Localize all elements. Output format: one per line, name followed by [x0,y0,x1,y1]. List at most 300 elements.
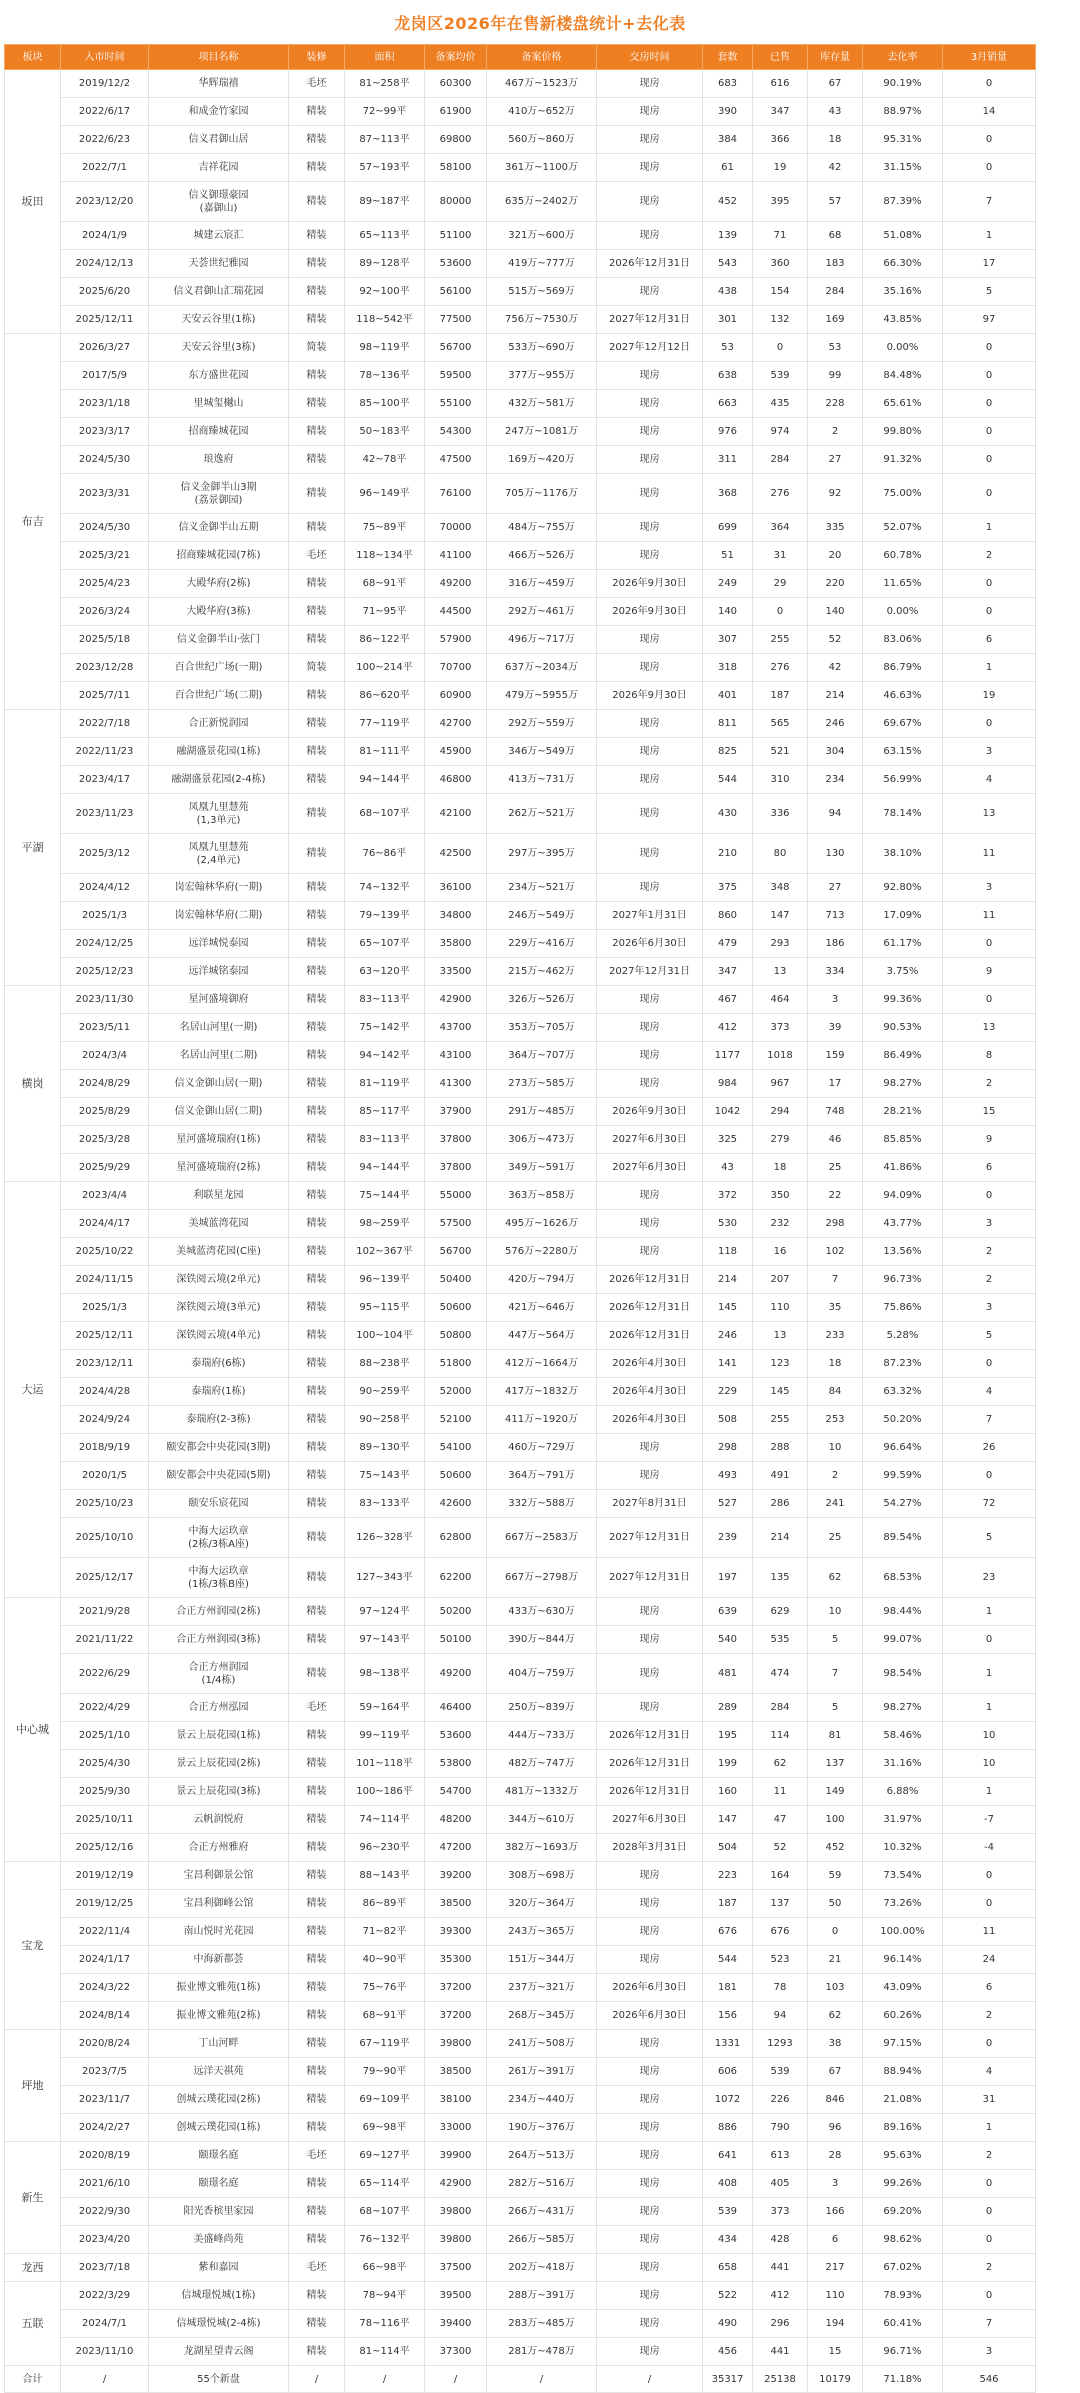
delivery-date-cell: 现房 [597,2114,703,2142]
area-cell: 59~164平 [345,1694,425,1722]
area-cell: 89~128平 [345,250,425,278]
price-range-cell: 326万~526万 [487,986,597,1014]
decoration-cell: 精装 [289,1750,345,1778]
inventory-cell: 220 [808,570,863,598]
inventory-cell: 2 [808,1462,863,1490]
sell-through-cell: 98.27% [863,1694,943,1722]
listing-date-cell: 2025/12/11 [61,1322,149,1350]
avg-price-cell: 39800 [425,2226,487,2254]
table-row [5,1462,1036,1490]
listing-date-cell: 2024/3/22 [61,1974,149,2002]
listing-date-cell: 2023/4/4 [61,1182,149,1210]
area-cell: 96~139平 [345,1266,425,1294]
area-cell: 89~187平 [345,182,425,222]
listing-date-cell: 2025/1/3 [61,902,149,930]
decoration-cell: 毛坯 [289,542,345,570]
listing-date-cell: 2025/5/18 [61,626,149,654]
delivery-date-cell: 2026年12月31日 [597,250,703,278]
table-row [5,70,1036,98]
project-name-cell: 融湖盛景花园(1栋) [149,738,289,766]
project-name-cell: 创城云璞花园(1栋) [149,2114,289,2142]
decoration-cell: 精装 [289,570,345,598]
avg-price-cell: 48200 [425,1806,487,1834]
march-sales-cell: 0 [943,570,1036,598]
price-range-cell: 229万~416万 [487,930,597,958]
listing-date-cell: 2019/12/19 [61,1862,149,1890]
sell-through-cell: 68.53% [863,1558,943,1598]
sold-cell: 110 [753,1294,808,1322]
units-cell: 540 [703,1626,753,1654]
decoration-cell: 精装 [289,2002,345,2030]
price-range-cell: 637万~2034万 [487,654,597,682]
price-range-cell: 190万~376万 [487,2114,597,2142]
decoration-cell: 精装 [289,154,345,182]
sold-cell: 78 [753,1974,808,2002]
avg-price-cell: 58100 [425,154,487,182]
avg-price-cell: 33000 [425,2114,487,2142]
inventory-cell: 52 [808,626,863,654]
sold-cell: 164 [753,1862,808,1890]
decoration-cell: 精装 [289,1042,345,1070]
decoration-cell: 精装 [289,1490,345,1518]
listing-date-cell: 2025/12/17 [61,1558,149,1598]
avg-price-cell: 37800 [425,1154,487,1182]
table-row [5,1694,1036,1722]
sell-through-cell: 41.86% [863,1154,943,1182]
delivery-date-cell: 2026年9月30日 [597,1098,703,1126]
sold-cell: 31 [753,542,808,570]
avg-price-cell: 53600 [425,250,487,278]
decoration-cell: 精装 [289,1182,345,1210]
sold-cell: 47 [753,1806,808,1834]
project-name-cell: 美盛峰尚苑 [149,2226,289,2254]
project-name-cell: 云帆润悦府 [149,1806,289,1834]
sold-cell: 19 [753,154,808,182]
sold-cell: 62 [753,1750,808,1778]
project-name-cell: 远洋城悦泰园 [149,930,289,958]
units-cell: 825 [703,738,753,766]
units-cell: 139 [703,222,753,250]
listing-date-cell: 2025/9/30 [61,1778,149,1806]
units-cell: 456 [703,2338,753,2366]
table-row [5,474,1036,514]
project-name-cell: 信城璟悦城(2-4栋) [149,2310,289,2338]
units-cell: 160 [703,1778,753,1806]
march-sales-cell: 4 [943,2058,1036,2086]
sell-through-cell: 50.20% [863,1406,943,1434]
avg-price-cell: 39800 [425,2198,487,2226]
march-sales-cell: 0 [943,70,1036,98]
delivery-date-cell: 2027年1月31日 [597,902,703,930]
units-cell: 368 [703,474,753,514]
header-district: 板块 [5,45,61,70]
sold-cell: 18 [753,1154,808,1182]
project-name-cell: 中海新都荟 [149,1946,289,1974]
area-cell: 126~328平 [345,1518,425,1558]
avg-price-cell: 50600 [425,1294,487,1322]
inventory-cell: 253 [808,1406,863,1434]
sold-cell: 364 [753,514,808,542]
listing-date-cell: 2020/8/19 [61,2142,149,2170]
decoration-cell: 精装 [289,2170,345,2198]
decoration-cell: 精装 [289,514,345,542]
units-cell: 390 [703,98,753,126]
inventory-cell: 241 [808,1490,863,1518]
price-range-cell: 266万~585万 [487,2226,597,2254]
sold-cell: 435 [753,390,808,418]
project-name-cell: 城建云宸汇 [149,222,289,250]
sold-cell: 255 [753,626,808,654]
project-name-cell: 百合世纪广场(二期) [149,682,289,710]
sell-through-cell: 66.30% [863,250,943,278]
sold-cell: 276 [753,474,808,514]
inventory-cell: 27 [808,874,863,902]
inventory-cell: 17 [808,1070,863,1098]
price-range-cell: 467万~1523万 [487,70,597,98]
area-cell: 85~117平 [345,1098,425,1126]
project-name-cell: 颐璟名庭 [149,2142,289,2170]
decoration-cell: 精装 [289,1266,345,1294]
march-sales-cell: 2 [943,2002,1036,2030]
price-range-cell: 282万~516万 [487,2170,597,2198]
avg-price-cell: 37300 [425,2338,487,2366]
project-name-cell: 宝昌利御景公馆 [149,1862,289,1890]
march-sales-cell: 7 [943,2310,1036,2338]
table-row [5,1126,1036,1154]
delivery-date-cell: 2026年6月30日 [597,2002,703,2030]
avg-price-cell: 51100 [425,222,487,250]
price-range-cell: 482万~747万 [487,1750,597,1778]
listing-date-cell: 2024/9/24 [61,1406,149,1434]
inventory-cell: 246 [808,710,863,738]
sold-cell: 350 [753,1182,808,1210]
sell-through-cell: 75.00% [863,474,943,514]
table-row [5,2338,1036,2366]
inventory-cell: 335 [808,514,863,542]
inventory-cell: 713 [808,902,863,930]
listing-date-cell: 2023/11/23 [61,794,149,834]
march-sales-cell: 1 [943,2114,1036,2142]
delivery-date-cell: 2026年12月31日 [597,1778,703,1806]
listing-date-cell: 2025/3/12 [61,834,149,874]
delivery-date-cell: 现房 [597,70,703,98]
inventory-cell: 233 [808,1322,863,1350]
total-sell-through: 71.18% [863,2366,943,2393]
total-price-range: / [487,2366,597,2393]
project-name-cell: 岗宏翰林华府(一期) [149,874,289,902]
delivery-date-cell: 2026年6月30日 [597,930,703,958]
sold-cell: 0 [753,334,808,362]
table-row [5,570,1036,598]
march-sales-cell: 7 [943,182,1036,222]
avg-price-cell: 56700 [425,334,487,362]
delivery-date-cell: 现房 [597,1654,703,1694]
inventory-cell: 67 [808,2058,863,2086]
header-project-name: 项目名称 [149,45,289,70]
listing-date-cell: 2023/3/17 [61,418,149,446]
area-cell: 118~542平 [345,306,425,334]
units-cell: 1331 [703,2030,753,2058]
sell-through-cell: 28.21% [863,1098,943,1126]
area-cell: 83~133平 [345,1490,425,1518]
project-name-cell: 星河盛境瑞府(1栋) [149,1126,289,1154]
area-cell: 99~119平 [345,1722,425,1750]
units-cell: 246 [703,1322,753,1350]
sell-through-cell: 58.46% [863,1722,943,1750]
sell-through-cell: 90.19% [863,70,943,98]
units-cell: 214 [703,1266,753,1294]
sold-cell: 491 [753,1462,808,1490]
price-range-cell: 234万~521万 [487,874,597,902]
delivery-date-cell: 现房 [597,1042,703,1070]
area-cell: 90~258平 [345,1406,425,1434]
listing-date-cell: 2019/12/2 [61,70,149,98]
avg-price-cell: 44500 [425,598,487,626]
delivery-date-cell: 现房 [597,2338,703,2366]
price-range-cell: 390万~844万 [487,1626,597,1654]
march-sales-cell: 14 [943,98,1036,126]
march-sales-cell: 0 [943,986,1036,1014]
units-cell: 860 [703,902,753,930]
price-range-cell: 268万~345万 [487,2002,597,2030]
listing-date-cell: 2022/6/17 [61,98,149,126]
area-cell: 57~193平 [345,154,425,182]
project-name-cell: 岗宏翰林华府(二期) [149,902,289,930]
avg-price-cell: 55100 [425,390,487,418]
march-sales-cell: 0 [943,154,1036,182]
price-range-cell: 481万~1332万 [487,1778,597,1806]
sell-through-cell: 96.73% [863,1266,943,1294]
avg-price-cell: 39900 [425,2142,487,2170]
units-cell: 412 [703,1014,753,1042]
price-range-cell: 237万~321万 [487,1974,597,2002]
sold-cell: 1293 [753,2030,808,2058]
sold-cell: 565 [753,710,808,738]
area-cell: 75~142平 [345,1014,425,1042]
price-range-cell: 635万~2402万 [487,182,597,222]
decoration-cell: 精装 [289,1294,345,1322]
area-cell: 69~109平 [345,2086,425,2114]
area-cell: 97~124平 [345,1598,425,1626]
area-cell: 86~620平 [345,682,425,710]
area-cell: 98~259平 [345,1210,425,1238]
sold-cell: 154 [753,278,808,306]
units-cell: 438 [703,278,753,306]
area-cell: 81~111平 [345,738,425,766]
march-sales-cell: 5 [943,1518,1036,1558]
project-name-cell: 凤凰九里慧苑 (2,4单元) [149,834,289,874]
area-cell: 68~91平 [345,2002,425,2030]
march-sales-cell: 11 [943,1918,1036,1946]
sell-through-cell: 31.16% [863,1750,943,1778]
area-cell: 74~132平 [345,874,425,902]
decoration-cell: 精装 [289,2086,345,2114]
header-listing-date: 入市时间 [61,45,149,70]
decoration-cell: 精装 [289,682,345,710]
project-name-cell: 合正方州泓园 [149,1694,289,1722]
table-row [5,710,1036,738]
march-sales-cell: 0 [943,1890,1036,1918]
inventory-cell: 38 [808,2030,863,2058]
delivery-date-cell: 现房 [597,2058,703,2086]
inventory-cell: 298 [808,1210,863,1238]
area-cell: 79~139平 [345,902,425,930]
area-cell: 127~343平 [345,1558,425,1598]
sold-cell: 284 [753,1694,808,1722]
table-row [5,1834,1036,1862]
avg-price-cell: 50600 [425,1462,487,1490]
header-sell-through: 去化率 [863,45,943,70]
project-name-cell: 大殿华府(3栋) [149,598,289,626]
listing-date-cell: 2024/8/29 [61,1070,149,1098]
decoration-cell: 精装 [289,2226,345,2254]
price-range-cell: 306万~473万 [487,1126,597,1154]
decoration-cell: 精装 [289,1834,345,1862]
avg-price-cell: 41100 [425,542,487,570]
price-range-cell: 292万~461万 [487,598,597,626]
delivery-date-cell: 现房 [597,126,703,154]
delivery-date-cell: 现房 [597,1626,703,1654]
march-sales-cell: 1 [943,1654,1036,1694]
decoration-cell: 精装 [289,986,345,1014]
table-row [5,1434,1036,1462]
listing-date-cell: 2023/4/17 [61,766,149,794]
table-row [5,1322,1036,1350]
price-range-cell: 292万~559万 [487,710,597,738]
table-row [5,98,1036,126]
area-cell: 102~367平 [345,1238,425,1266]
units-cell: 479 [703,930,753,958]
inventory-cell: 84 [808,1378,863,1406]
decoration-cell: 毛坯 [289,2142,345,2170]
units-cell: 249 [703,570,753,598]
delivery-date-cell: 现房 [597,2142,703,2170]
sell-through-cell: 65.61% [863,390,943,418]
decoration-cell: 精装 [289,1890,345,1918]
delivery-date-cell: 2026年12月31日 [597,1750,703,1778]
area-cell: 95~115平 [345,1294,425,1322]
decoration-cell: 精装 [289,2114,345,2142]
decoration-cell: 毛坯 [289,70,345,98]
decoration-cell: 精装 [289,930,345,958]
listing-date-cell: 2023/12/20 [61,182,149,222]
avg-price-cell: 54700 [425,1778,487,1806]
sell-through-cell: 98.27% [863,1070,943,1098]
march-sales-cell: 10 [943,1750,1036,1778]
price-range-cell: 705万~1176万 [487,474,597,514]
project-name-cell: 合正方州润园(2栋) [149,1598,289,1626]
avg-price-cell: 50100 [425,1626,487,1654]
march-sales-cell: 10 [943,1722,1036,1750]
price-range-cell: 421万~646万 [487,1294,597,1322]
area-cell: 78~136平 [345,362,425,390]
inventory-cell: 10 [808,1598,863,1626]
decoration-cell: 精装 [289,222,345,250]
price-range-cell: 479万~5955万 [487,682,597,710]
inventory-cell: 46 [808,1126,863,1154]
march-sales-cell: 0 [943,362,1036,390]
listing-date-cell: 2025/6/20 [61,278,149,306]
march-sales-cell: 0 [943,598,1036,626]
price-range-cell: 444万~733万 [487,1722,597,1750]
sell-through-cell: 99.80% [863,418,943,446]
listing-date-cell: 2024/2/27 [61,2114,149,2142]
delivery-date-cell: 现房 [597,278,703,306]
price-range-cell: 364万~791万 [487,1462,597,1490]
avg-price-cell: 51800 [425,1350,487,1378]
delivery-date-cell: 现房 [597,2282,703,2310]
sell-through-cell: 73.26% [863,1890,943,1918]
project-name-cell: 大殿华府(2栋) [149,570,289,598]
sold-cell: 535 [753,1626,808,1654]
units-cell: 490 [703,2310,753,2338]
area-cell: 81~114平 [345,2338,425,2366]
units-cell: 289 [703,1694,753,1722]
avg-price-cell: 53600 [425,1722,487,1750]
sold-cell: 286 [753,1490,808,1518]
price-range-cell: 151万~344万 [487,1946,597,1974]
sell-through-cell: 97.15% [863,2030,943,2058]
delivery-date-cell: 2026年9月30日 [597,570,703,598]
price-range-cell: 349万~591万 [487,1154,597,1182]
price-range-cell: 667万~2798万 [487,1558,597,1598]
decoration-cell: 精装 [289,1238,345,1266]
listing-date-cell: 2026/3/27 [61,334,149,362]
avg-price-cell: 47200 [425,1834,487,1862]
listing-date-cell: 2025/12/11 [61,306,149,334]
table-row [5,1098,1036,1126]
area-cell: 90~259平 [345,1378,425,1406]
decoration-cell: 精装 [289,1434,345,1462]
delivery-date-cell: 现房 [597,834,703,874]
listing-date-cell: 2021/11/22 [61,1626,149,1654]
area-cell: 63~120平 [345,958,425,986]
units-cell: 1072 [703,2086,753,2114]
listing-date-cell: 2021/9/28 [61,1598,149,1626]
area-cell: 88~238平 [345,1350,425,1378]
listing-date-cell: 2024/12/13 [61,250,149,278]
delivery-date-cell: 现房 [597,1014,703,1042]
units-cell: 639 [703,1598,753,1626]
march-sales-cell: 72 [943,1490,1036,1518]
area-cell: 98~138平 [345,1654,425,1694]
decoration-cell: 精装 [289,1070,345,1098]
decoration-cell: 精装 [289,2310,345,2338]
project-name-cell: 星河盛境御府 [149,986,289,1014]
table-row [5,418,1036,446]
project-name-cell: 信义君御山居 [149,126,289,154]
listing-date-cell: 2025/3/21 [61,542,149,570]
sold-cell: 474 [753,1654,808,1694]
delivery-date-cell: 现房 [597,98,703,126]
delivery-date-cell: 现房 [597,390,703,418]
delivery-date-cell: 现房 [597,738,703,766]
table-row [5,126,1036,154]
sold-cell: 348 [753,874,808,902]
avg-price-cell: 57900 [425,626,487,654]
delivery-date-cell: 现房 [597,2030,703,2058]
project-name-cell: 合正方州润园 (1/4栋) [149,1654,289,1694]
units-cell: 375 [703,874,753,902]
decoration-cell: 精装 [289,598,345,626]
inventory-cell: 186 [808,930,863,958]
project-name-cell: 信义御璟豪园 (嘉御山) [149,182,289,222]
price-range-cell: 417万~1832万 [487,1378,597,1406]
sell-through-cell: 5.28% [863,1322,943,1350]
listing-date-cell: 2022/11/4 [61,1918,149,1946]
inventory-cell: 94 [808,794,863,834]
inventory-cell: 748 [808,1098,863,1126]
